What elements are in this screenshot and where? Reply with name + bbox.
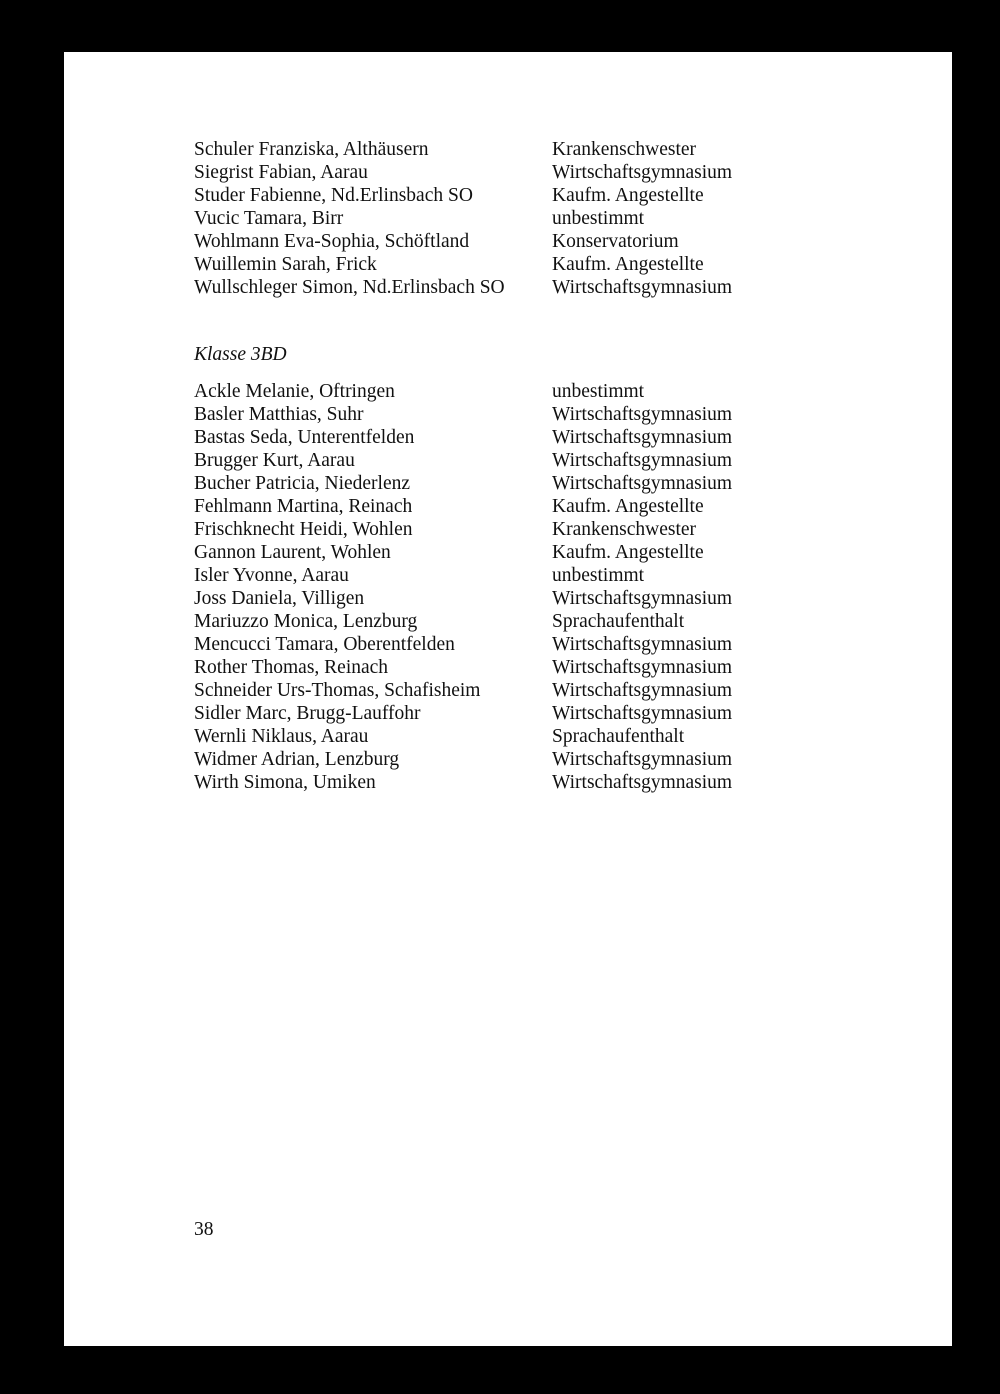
list-item bbox=[194, 449, 874, 472]
list-item bbox=[194, 230, 874, 253]
student-name: Vucic Tamara, Birr bbox=[194, 208, 344, 229]
student-destination: Sprachaufenthalt bbox=[552, 611, 685, 632]
student-name: Brugger Kurt, Aarau bbox=[194, 450, 355, 471]
list-item bbox=[194, 587, 874, 610]
list-item bbox=[194, 564, 874, 587]
list-item bbox=[194, 725, 874, 748]
list-item bbox=[194, 518, 874, 541]
student-destination: Krankenschwester bbox=[552, 139, 697, 160]
student-name: Wohlmann Eva-Sophia, Schöftland bbox=[194, 231, 470, 252]
list-item bbox=[194, 656, 874, 679]
student-list-klasse-3bd bbox=[194, 380, 874, 794]
student-name: Wernli Niklaus, Aarau bbox=[194, 726, 369, 747]
student-name: Siegrist Fabian, Aarau bbox=[194, 162, 368, 183]
list-item bbox=[194, 426, 874, 449]
list-item bbox=[194, 541, 874, 564]
student-name: Joss Daniela, Villigen bbox=[194, 588, 365, 609]
list-item bbox=[194, 610, 874, 633]
student-destination: Wirtschaftsgymnasium bbox=[552, 634, 733, 655]
list-item bbox=[194, 161, 874, 184]
student-name: Schuler Franziska, Althäusern bbox=[194, 139, 429, 160]
student-name: Mariuzzo Monica, Lenzburg bbox=[194, 611, 418, 632]
student-destination: Kaufm. Angestellte bbox=[552, 496, 704, 517]
list-item bbox=[194, 207, 874, 230]
student-destination: Krankenschwester bbox=[552, 519, 697, 540]
list-item bbox=[194, 380, 874, 403]
student-destination: Wirtschaftsgymnasium bbox=[552, 588, 733, 609]
student-destination: Wirtschaftsgymnasium bbox=[552, 680, 733, 701]
list-item bbox=[194, 679, 874, 702]
list-item bbox=[194, 495, 874, 518]
student-destination: Konservatorium bbox=[552, 231, 679, 252]
student-name: Bastas Seda, Unterentfelden bbox=[194, 427, 415, 448]
student-destination: unbestimmt bbox=[552, 381, 645, 402]
student-name: Studer Fabienne, Nd.Erlinsbach SO bbox=[194, 185, 473, 206]
student-destination: Sprachaufenthalt bbox=[552, 726, 685, 747]
student-destination: Wirtschaftsgymnasium bbox=[552, 703, 733, 724]
student-name: Basler Matthias, Suhr bbox=[194, 404, 364, 425]
student-destination: Kaufm. Angestellte bbox=[552, 185, 704, 206]
student-destination: Wirtschaftsgymnasium bbox=[552, 427, 733, 448]
list-item bbox=[194, 748, 874, 771]
student-name: Rother Thomas, Reinach bbox=[194, 657, 389, 678]
student-name: Isler Yvonne, Aarau bbox=[194, 565, 349, 586]
student-list-continued bbox=[194, 138, 874, 299]
student-name: Wullschleger Simon, Nd.Erlinsbach SO bbox=[194, 277, 505, 298]
student-destination: unbestimmt bbox=[552, 208, 645, 229]
student-name: Sidler Marc, Brugg-Lauffohr bbox=[194, 703, 421, 724]
list-item bbox=[194, 472, 874, 495]
list-item bbox=[194, 403, 874, 426]
student-name: Mencucci Tamara, Oberentfelden bbox=[194, 634, 455, 655]
student-destination: Wirtschaftsgymnasium bbox=[552, 450, 733, 471]
student-destination: Kaufm. Angestellte bbox=[552, 542, 704, 563]
student-name: Schneider Urs-Thomas, Schafisheim bbox=[194, 680, 481, 701]
student-name: Frischknecht Heidi, Wohlen bbox=[194, 519, 413, 540]
student-name: Fehlmann Martina, Reinach bbox=[194, 496, 413, 517]
student-list bbox=[194, 138, 874, 794]
student-name: Widmer Adrian, Lenzburg bbox=[194, 749, 400, 770]
student-destination: unbestimmt bbox=[552, 565, 645, 586]
student-destination: Wirtschaftsgymnasium bbox=[552, 162, 733, 183]
list-item bbox=[194, 771, 874, 794]
student-name: Bucher Patricia, Niederlenz bbox=[194, 473, 411, 494]
student-name: Ackle Melanie, Oftringen bbox=[194, 381, 395, 402]
list-item bbox=[194, 184, 874, 207]
list-item bbox=[194, 138, 874, 161]
student-destination: Wirtschaftsgymnasium bbox=[552, 404, 733, 425]
document-page bbox=[64, 52, 952, 1346]
list-item bbox=[194, 633, 874, 656]
student-name: Gannon Laurent, Wohlen bbox=[194, 542, 391, 563]
student-destination: Wirtschaftsgymnasium bbox=[552, 277, 733, 298]
student-name: Wirth Simona, Umiken bbox=[194, 772, 376, 793]
student-destination: Wirtschaftsgymnasium bbox=[552, 657, 733, 678]
student-destination: Wirtschaftsgymnasium bbox=[552, 473, 733, 494]
student-destination: Wirtschaftsgymnasium bbox=[552, 749, 733, 770]
student-destination: Wirtschaftsgymnasium bbox=[552, 772, 733, 793]
page-number: 38 bbox=[194, 1219, 214, 1240]
list-item bbox=[194, 276, 874, 299]
list-item bbox=[194, 702, 874, 725]
class-heading: Klasse 3BD bbox=[194, 344, 287, 365]
list-item bbox=[194, 253, 874, 276]
student-name: Wuillemin Sarah, Frick bbox=[194, 254, 377, 275]
student-destination: Kaufm. Angestellte bbox=[552, 254, 704, 275]
